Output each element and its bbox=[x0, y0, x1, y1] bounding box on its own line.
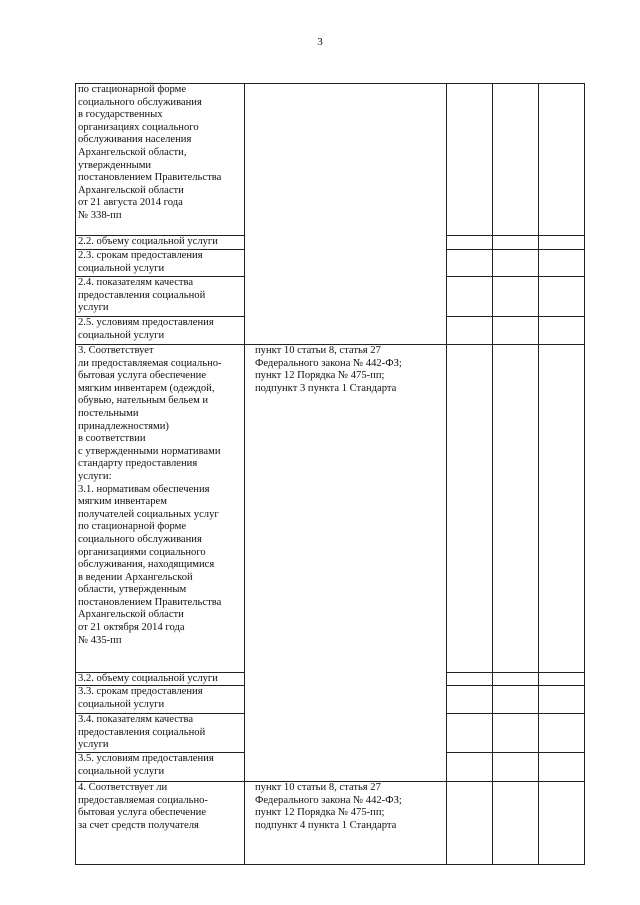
question-cell: 2.5. условиям предоставления социальной услуги bbox=[78, 317, 214, 341]
table-border-right bbox=[584, 83, 585, 865]
question-cell: 3.5. условиям предоставления социальной услуги bbox=[78, 753, 214, 777]
row-line bbox=[75, 864, 585, 865]
row-line bbox=[446, 685, 585, 686]
question-cell: по стационарной форме социального обслуживания в государственных организациях социального обслуживания населения Архангельской области, утвержденными постановлением Правительства Архангельской области от 21 августа 2014 года № 338-пп bbox=[78, 84, 222, 221]
row-line bbox=[446, 713, 585, 714]
page-number: 3 bbox=[317, 36, 323, 48]
row-line bbox=[446, 235, 585, 236]
row-line bbox=[446, 316, 585, 317]
column-divider-2 bbox=[446, 83, 447, 865]
column-divider-3 bbox=[492, 83, 493, 865]
question-cell: 4. Соответствует ли предоставляемая социально- бытовая услуга обеспечение за счет средств получателя bbox=[78, 782, 208, 831]
inspection-table bbox=[75, 83, 585, 865]
question-cell: 2.2. объему социальной услуги bbox=[78, 236, 218, 247]
question-cell: 3. Соответствует ли предоставляемая социально- бытовая услуга обеспечение мягким инвентарем (одеждой, обувью, нательным бельем и постельными принадлежностями) в соответствии с утвержденными нормативами стандарту предоставления услуги: 3.1. нормативам обеспечения мягким инвентарем получателей социальных услуг по стационарной форме социального обслуживания организациями социального обслуживания, находящимися в ведении Архангельской области, утвержденным постановлением Правительства Архангельской области от 21 октября 2014 года № 435-пп bbox=[78, 345, 222, 646]
question-cell: 3.4. показателям качества предоставления социальной услуги bbox=[78, 714, 206, 751]
legal-basis-cell: пункт 10 статьи 8, статья 27 Федерального закона № 442-ФЗ; пункт 12 Порядка № 475-пп; подпункт 4 пункта 1 Стандарта bbox=[255, 782, 402, 831]
row-line bbox=[446, 249, 585, 250]
column-divider-4 bbox=[538, 83, 539, 865]
row-line bbox=[446, 752, 585, 753]
question-cell: 2.4. показателям качества предоставления социальной услуги bbox=[78, 277, 206, 314]
row-line bbox=[446, 276, 585, 277]
column-divider-1 bbox=[244, 83, 245, 865]
question-cell: 3.2. объему социальной услуги bbox=[78, 673, 218, 684]
legal-basis-cell: пункт 10 статьи 8, статья 27 Федерального закона № 442-ФЗ; пункт 12 Порядка № 475-пп; подпункт 3 пункта 1 Стандарта bbox=[255, 345, 402, 394]
table-border-left bbox=[75, 83, 76, 865]
question-cell: 3.3. срокам предоставления социальной услуги bbox=[78, 686, 203, 710]
question-cell: 2.3. срокам предоставления социальной услуги bbox=[78, 250, 203, 274]
row-line bbox=[446, 672, 585, 673]
